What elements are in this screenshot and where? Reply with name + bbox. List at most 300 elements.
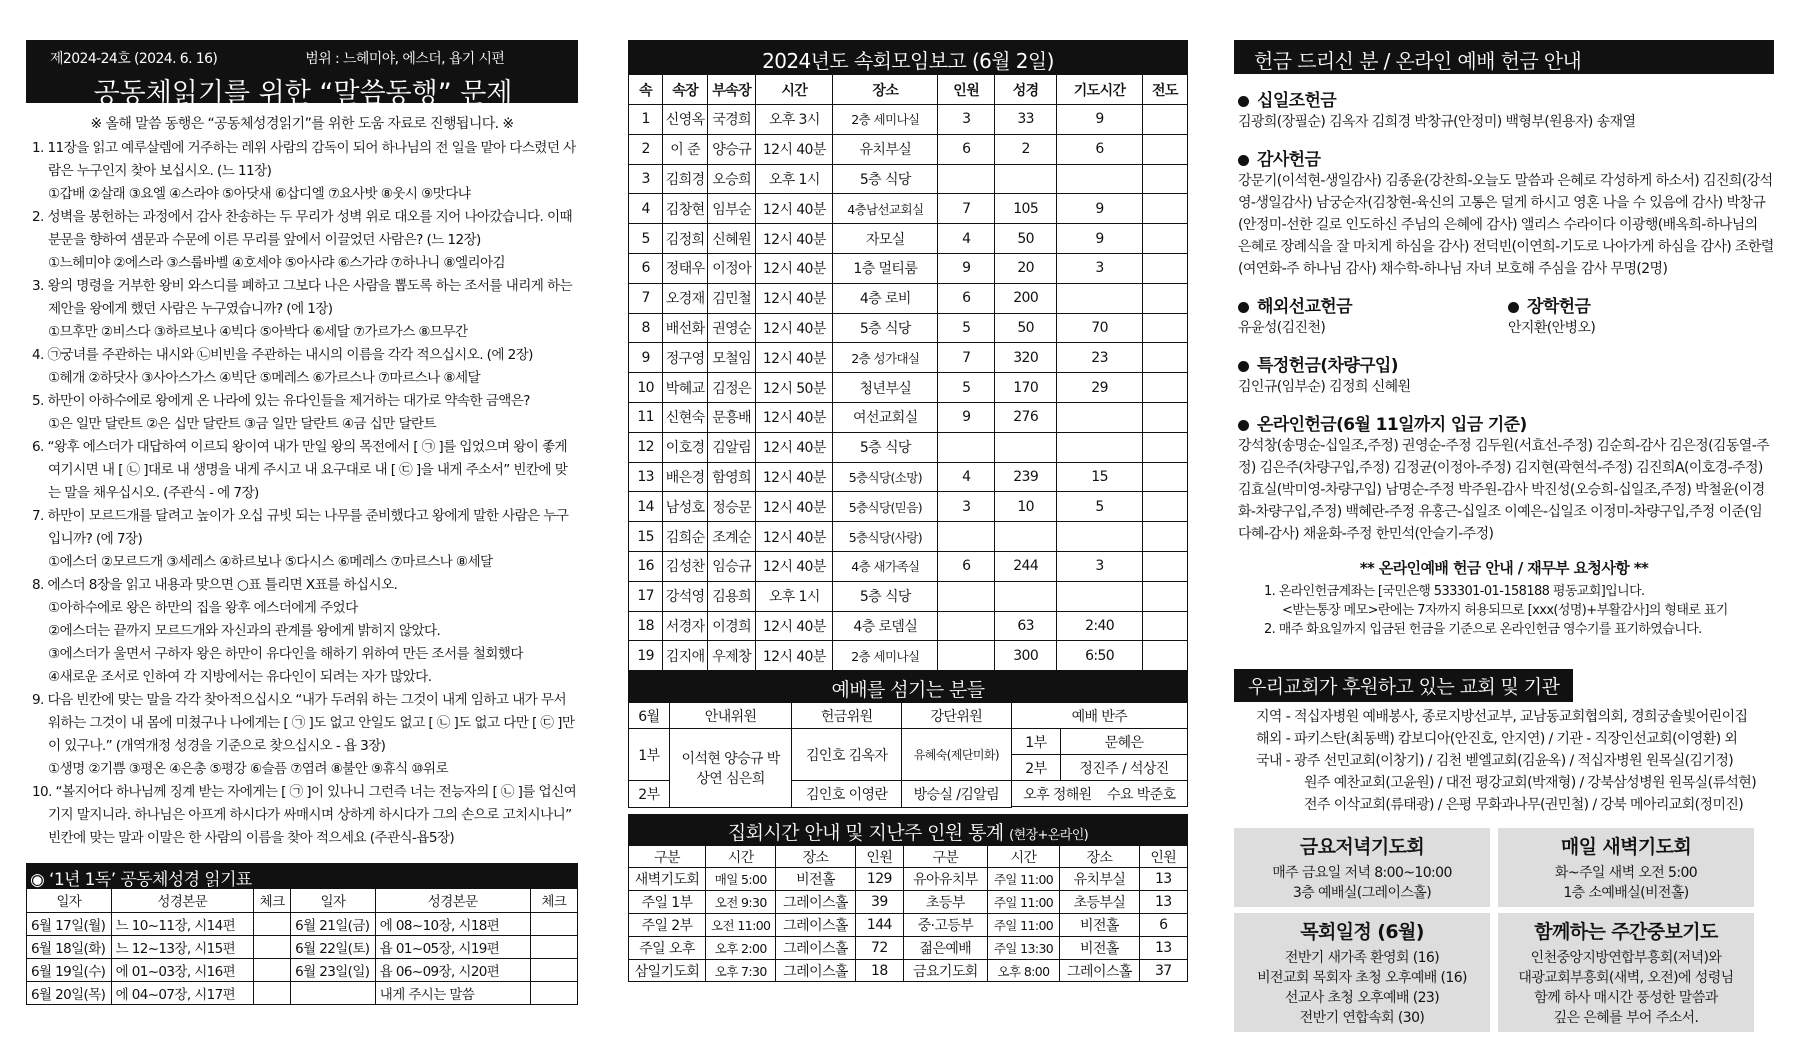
attendance-cell: 7 <box>629 283 663 313</box>
reading-range: 범위 : 느헤미야, 에스더, 욥기 시편 <box>305 51 505 67</box>
attendance-cell: 5층식당(사랑) <box>833 522 938 552</box>
attendance-cell: 13 <box>629 462 663 492</box>
offering-column <box>1234 40 1774 1032</box>
stats-cell: 초등부 <box>904 891 988 914</box>
scholarship-label: 장학헌금 <box>1527 297 1591 317</box>
stats-header: 인원 <box>1139 845 1187 868</box>
table-row <box>629 283 1188 313</box>
plan-cell: 내게 주시는 말씀 <box>375 981 530 1004</box>
stats-cell: 129 <box>855 868 903 891</box>
attendance-cell: 17 <box>629 581 663 611</box>
attendance-cell <box>1142 343 1187 373</box>
box-line: 대광교회부흥회(새벽, 오전)에 성령님 <box>1518 970 1734 986</box>
plan-header: 체크 <box>254 889 291 912</box>
question-stem: 7. 하만이 모르드개를 달려고 높이가 오십 규빗 되는 나무를 준비했다고 왕에게 말한 사람은 누구입니까? (에 7장) <box>32 508 569 547</box>
stats-cell: 주일 1부 <box>629 891 706 914</box>
attendance-title: 2024년도 속회모임보고 (6월 2일) <box>628 40 1188 74</box>
stats-cell: 13 <box>1139 936 1187 959</box>
attendance-cell: 강석영 <box>663 581 708 611</box>
attendance-cell: 신영옥 <box>663 105 708 135</box>
attendance-cell: 국경희 <box>708 105 756 135</box>
thanks-names: 강문기(이석현-생일감사) 김종윤(강찬희-오늘도 말씀과 은혜로 각성하게 하소서) 김진희(강석영-생일감사) 남궁순자(김창현-육신의 고통은 덜게 하시고 영혼 나을 수 있음에 감사) 박창규(안정미-선한 길로 인도하신 주님의 은혜에 감사) 앨리스 수라이다 이광행(배옥희-하나님의 은혜로 장례식을 잘 마치게 하심을 감사) 전덕빈(이연희-기도로 나아가게 하심을 감사) 조한렬(여연화-주 하나님 감사) 채수학-하나님 자녀 보호해 주심을 감사 무명(2명) <box>1238 173 1774 277</box>
attendance-cell <box>1057 283 1143 313</box>
attendance-cell: 170 <box>995 373 1057 403</box>
table-row <box>629 194 1188 224</box>
stats-cell: 유치부실 <box>1060 868 1139 891</box>
attendance-cell <box>1057 164 1143 194</box>
stats-cell: 6 <box>1139 914 1187 937</box>
question-options: ①므후만 ②비스다 ③하르보나 ④빅다 ⑤아박다 ⑥세달 ⑦가르가스 ⑧므무간 <box>48 324 468 340</box>
table-row <box>629 134 1188 164</box>
friday-prayer-lines <box>1238 863 1486 903</box>
stats-cell: 금요기도회 <box>904 959 988 982</box>
attendance-cell: 5 <box>1057 492 1143 522</box>
notice-memo: <받는통장 메모>란에는 7자까지 허용되므로 [xxx(성명)+부활감사]의 형태로 표기 <box>1282 603 1728 618</box>
attendance-cell <box>1142 402 1187 432</box>
attendance-cell: 1 <box>629 105 663 135</box>
attendance-cell <box>938 641 995 671</box>
stats-cell: 그레이스홀 <box>776 891 855 914</box>
attendance-cell: 12시 40분 <box>756 522 833 552</box>
attendance-cell: 김용희 <box>708 581 756 611</box>
table-row <box>629 936 1188 959</box>
attendance-cell: 2:40 <box>1057 611 1143 641</box>
online-label: 온라인헌금(6월 11일까지 입금 기준) <box>1257 415 1527 435</box>
box-line: 전반기 새가족 환영회 (16) <box>1284 950 1440 966</box>
attendance-cell <box>1142 224 1187 254</box>
attendance-cell: 10 <box>995 492 1057 522</box>
plan-cell <box>530 981 577 1004</box>
attendance-cell: 12시 40분 <box>756 343 833 373</box>
attendance-cell: 자모실 <box>833 224 938 254</box>
attendance-cell: 임승규 <box>708 551 756 581</box>
attendance-header: 시간 <box>756 75 833 105</box>
attendance-cell: 9 <box>1057 194 1143 224</box>
table-row <box>629 891 1188 914</box>
offering-1: 김인호 김옥자 <box>792 729 902 781</box>
thanks-heading <box>1234 145 1774 170</box>
attendance-cell: 5층 식당 <box>833 313 938 343</box>
acc-2-label: 2부 <box>1011 755 1060 781</box>
attendance-cell <box>1142 432 1187 462</box>
stats-cell: 주일 11:00 <box>987 868 1060 891</box>
question <box>26 781 578 850</box>
stats-cell: 오전 11:00 <box>706 914 776 937</box>
attendance-cell <box>1142 134 1187 164</box>
attendance-cell: 이정아 <box>708 253 756 283</box>
reading-plan-table <box>26 889 578 1005</box>
mission-label: 해외선교헌금 <box>1257 297 1352 317</box>
acc-1-name: 문혜은 <box>1061 729 1188 755</box>
attendance-cell: 12시 40분 <box>756 253 833 283</box>
acc-3 <box>1011 781 1187 807</box>
attendance-cell: 2층 성가대실 <box>833 343 938 373</box>
attendance-cell: 33 <box>995 105 1057 135</box>
attendance-cell: 12시 40분 <box>756 402 833 432</box>
attendance-cell: 2 <box>995 134 1057 164</box>
attendance-cell: 배선화 <box>663 313 708 343</box>
attendance-cell: 2층 세미나실 <box>833 105 938 135</box>
attendance-cell: 12시 50분 <box>756 373 833 403</box>
special-label: 특정헌금(차량구입) <box>1257 356 1398 376</box>
plan-cell: 6월 21일(금) <box>291 912 376 935</box>
attendance-cell: 김희순 <box>663 522 708 552</box>
acc-2-name: 정진주 / 석상진 <box>1061 755 1188 781</box>
table-row <box>629 253 1188 283</box>
attendance-cell: 김성찬 <box>663 551 708 581</box>
supported-line: 전주 이삭교회(류태광) / 은평 무화과나무(권민철) / 강북 메아리교회(정미진) <box>1304 797 1744 813</box>
box-line: 깊은 은혜를 부어 주소서. <box>1553 1010 1699 1026</box>
table-row <box>629 581 1188 611</box>
attendance-cell <box>1142 522 1187 552</box>
attendance-cell: 239 <box>995 462 1057 492</box>
plan-header: 성경본문 <box>375 889 530 912</box>
plan-cell: 6월 23일(일) <box>291 958 376 981</box>
stats-cell: 오후 2:00 <box>706 936 776 959</box>
stats-cell: 유아유치부 <box>904 868 988 891</box>
question <box>26 137 578 206</box>
plan-header: 일자 <box>291 889 376 912</box>
question <box>26 206 578 275</box>
attendance-cell: 5 <box>629 224 663 254</box>
pastoral-schedule-lines <box>1238 948 1486 1028</box>
bullet-icon <box>1238 420 1249 431</box>
attendance-cell: 함영희 <box>708 462 756 492</box>
attendance-cell <box>1142 611 1187 641</box>
stats-cell: 72 <box>855 936 903 959</box>
attendance-cell: 244 <box>995 551 1057 581</box>
attendance-cell: 12시 40분 <box>756 313 833 343</box>
attendance-cell: 오승희 <box>708 164 756 194</box>
bullet-icon <box>1238 361 1249 372</box>
supported-list <box>1234 706 1774 816</box>
bullet-icon <box>1238 96 1249 107</box>
plan-cell <box>530 935 577 958</box>
attendance-cell: 9 <box>1057 224 1143 254</box>
attendance-cell: 2 <box>629 134 663 164</box>
attendance-cell: 3 <box>629 164 663 194</box>
attendance-cell <box>938 432 995 462</box>
attendance-cell <box>1057 402 1143 432</box>
attendance-cell <box>938 164 995 194</box>
question-stem: 9. 다음 빈칸에 맞는 말을 각각 찾아적으십시오 “내가 두려워 하는 그것이 내게 임하고 내가 무서워하는 그것이 내 몸에 미쳤구나 나에게는 [ ㉠ ]도 없고 안일도 없고 [ ㉡ ]도 없고 다만 [ ㉢ ]만이 있구나.” (개역개정 성경을 기준으로 찾으십시오 - 욥 3장) <box>32 692 575 754</box>
attendance-cell: 신현숙 <box>663 402 708 432</box>
table-row <box>629 492 1188 522</box>
question <box>26 275 578 344</box>
attendance-cell: 3 <box>938 105 995 135</box>
attendance-cell: 5 <box>938 373 995 403</box>
table-row <box>27 981 578 1004</box>
attendance-cell: 권영순 <box>708 313 756 343</box>
attendance-cell: 15 <box>629 522 663 552</box>
attendance-header: 전도 <box>1142 75 1187 105</box>
question-options: ①갑배 ②살래 ③요엘 ④스라야 ⑤아닷새 ⑥삽디엘 ⑦요사밧 ⑧웃시 ⑨맛다냐 <box>48 186 471 202</box>
issue-number: 제2024-24호 (2024. 6. 16) <box>50 51 218 67</box>
attendance-cell: 12시 40분 <box>756 432 833 462</box>
attendance-cell: 12시 40분 <box>756 134 833 164</box>
thanks-label: 감사헌금 <box>1257 150 1321 170</box>
pastoral-schedule-title: 목회일정 (6월) <box>1300 921 1424 943</box>
plan-cell: 느 10~11장, 시14편 <box>111 912 253 935</box>
stats-cell: 18 <box>855 959 903 982</box>
attendance-cell: 조계순 <box>708 522 756 552</box>
worship-servers-table <box>628 702 1188 808</box>
attendance-cell: 정구영 <box>663 343 708 373</box>
attendance-cell: 이경희 <box>708 611 756 641</box>
offering-2: 김인호 이영란 <box>792 781 902 808</box>
attendance-cell: 김정은 <box>708 373 756 403</box>
intercession-lines <box>1502 948 1750 1028</box>
stats-cell: 그레이스홀 <box>776 959 855 982</box>
attendance-cell <box>938 611 995 641</box>
question-stem: 10. “볼지어다 하나님께 징계 받는 자에게는 [ ㉠ ]이 있나니 그런즉 너는 전능자의 [ ㉡ ]를 업신여기지 말지니라. 하나님은 아프게 하시다가 싸매시며 상하게 하시다가 그의 손으로 고치시나니” 빈칸에 맞는 말과 이말은 한 사람의 이름을 찾아 적으세요 (주관식-욥5장) <box>32 784 577 846</box>
box-line: 비전교회 목회자 초청 오후예배 (16) <box>1257 970 1467 986</box>
table-row <box>629 868 1188 891</box>
worship-head-month: 6월 <box>629 703 670 729</box>
attendance-cell <box>938 581 995 611</box>
attendance-cell: 11 <box>629 402 663 432</box>
stats-cell: 오후 8:00 <box>987 959 1060 982</box>
attendance-cell: 김지애 <box>663 641 708 671</box>
stats-cell: 비전홀 <box>1060 914 1139 937</box>
scholarship-heading <box>1504 292 1774 317</box>
question-stem: 5. 하만이 아하수에로 왕에게 온 나라에 있는 유다인들을 제거하는 대가로 약속한 금액은? <box>32 393 530 409</box>
quiz-title: 공동체읽기를 위한 “말씀동행” 문제 <box>93 78 513 109</box>
attendance-cell: 5층식당(믿음) <box>833 492 938 522</box>
plan-cell: 에 08~10장, 시18편 <box>375 912 530 935</box>
table-row <box>629 914 1188 937</box>
table-row <box>27 912 578 935</box>
attendance-cell: 320 <box>995 343 1057 373</box>
supported-line: 지역 - 적십자병원 예배봉사, 종로지방선교부, 교남동교회협의회, 경희궁솔빛어린이집 <box>1256 709 1748 725</box>
plan-cell <box>254 981 291 1004</box>
attendance-table <box>628 74 1188 671</box>
attendance-cell: 19 <box>629 641 663 671</box>
bible-quiz-column <box>26 40 578 1005</box>
attendance-cell: 9 <box>629 343 663 373</box>
mission-heading <box>1234 292 1504 317</box>
attendance-cell: 12시 40분 <box>756 194 833 224</box>
supported-line: 해외 - 파키스탄(최동백) 캄보디아(안진호, 안지연) / 기관 - 직장인선교회(이영환) 외 <box>1256 731 1738 747</box>
question-list <box>26 137 578 850</box>
question-statement: ④새로운 조서로 인하여 각 지방에서는 유다인이 되려는 자가 많았다. <box>48 669 432 685</box>
stats-cell: 주일 2부 <box>629 914 706 937</box>
question <box>26 390 578 436</box>
tithe-label: 십일조헌금 <box>1257 91 1337 111</box>
supported-line: 국내 - 광주 선민교회(이창기) / 김천 벧엘교회(김윤옥) / 적십자병원 원목실(김기정) <box>1256 753 1734 769</box>
attendance-cell: 12시 40분 <box>756 492 833 522</box>
plan-cell: 6월 19일(수) <box>27 958 112 981</box>
attendance-cell <box>995 581 1057 611</box>
bullet-icon <box>1238 302 1249 313</box>
attendance-cell <box>995 432 1057 462</box>
attendance-cell <box>1142 492 1187 522</box>
stats-cell: 그레이스홀 <box>1060 959 1139 982</box>
mission-names: 유윤성(김진천) <box>1238 320 1326 336</box>
worship-head-accompany: 예배 반주 <box>1011 703 1187 729</box>
attendance-cell: 청년부실 <box>833 373 938 403</box>
attendance-cell: 서경자 <box>663 611 708 641</box>
question-stem: 1. 11장을 읽고 예루살렘에 거주하는 레위 사람의 감독이 되어 하나님의 전 일을 맡아 다스렸던 사람은 누구인지 찾아 보십시오. (느 11장) <box>32 140 576 179</box>
table-row <box>629 522 1188 552</box>
plan-cell <box>254 912 291 935</box>
attendance-cell: 14 <box>629 492 663 522</box>
schedule-boxes <box>1234 828 1774 1032</box>
attendance-cell: 9 <box>938 253 995 283</box>
stats-cell: 144 <box>855 914 903 937</box>
friday-prayer-title: 금요저녁기도회 <box>1299 836 1425 858</box>
stats-cell: 매일 5:00 <box>706 868 776 891</box>
attendance-cell: 우제창 <box>708 641 756 671</box>
plan-cell <box>291 981 376 1004</box>
attendance-cell: 6:50 <box>1057 641 1143 671</box>
question <box>26 344 578 390</box>
attendance-cell: 김희경 <box>663 164 708 194</box>
stats-header: 장소 <box>776 845 855 868</box>
stats-cell: 37 <box>1139 959 1187 982</box>
intercession-title: 함께하는 주간중보기도 <box>1534 921 1718 943</box>
attendance-cell: 300 <box>995 641 1057 671</box>
question-options: ①느헤미야 ②에스라 ③스룹바벨 ④호세야 ⑤아사랴 ⑥스가랴 ⑦하나니 ⑧엘리아김 <box>48 255 506 271</box>
pulpit-1: 유혜숙(제단미화) <box>902 729 1012 781</box>
attendance-cell <box>1142 253 1187 283</box>
stats-cell: 비전홀 <box>776 868 855 891</box>
intercession-box <box>1498 913 1754 1032</box>
attendance-cell <box>1142 641 1187 671</box>
stats-cell: 그레이스홀 <box>776 936 855 959</box>
attendance-cell <box>1142 581 1187 611</box>
attendance-cell: 50 <box>995 224 1057 254</box>
attendance-cell: 정태우 <box>663 253 708 283</box>
attendance-cell: 12시 40분 <box>756 551 833 581</box>
stats-cell: 중·고등부 <box>904 914 988 937</box>
attendance-cell: 이 준 <box>663 134 708 164</box>
plan-cell: 6월 20일(목) <box>27 981 112 1004</box>
attendance-cell: 5층 식당 <box>833 164 938 194</box>
attendance-cell: 5층 식당 <box>833 581 938 611</box>
attendance-cell: 6 <box>629 253 663 283</box>
table-row <box>629 462 1188 492</box>
table-row <box>629 164 1188 194</box>
attendance-cell <box>1142 164 1187 194</box>
attendance-cell: 23 <box>1057 343 1143 373</box>
plan-cell <box>254 958 291 981</box>
stats-title-text: 집회시간 안내 및 지난주 인원 통계 <box>727 821 1004 844</box>
table-row <box>629 224 1188 254</box>
bullet-icon <box>1238 155 1249 166</box>
plan-cell: 욥 01~05장, 시19편 <box>375 935 530 958</box>
attendance-cell: 1층 멀티룸 <box>833 253 938 283</box>
stats-cell: 주일 11:00 <box>987 891 1060 914</box>
question <box>26 505 578 574</box>
attendance-header: 부속장 <box>708 75 756 105</box>
acc-3-afternoon: 오후 정해원 <box>1023 786 1092 803</box>
attendance-cell: 5층식당(소망) <box>833 462 938 492</box>
online-notice <box>1234 582 1774 639</box>
attendance-cell: 4층 로비 <box>833 283 938 313</box>
box-line: 매주 금요일 저녁 8:00~10:00 <box>1272 865 1452 881</box>
attendance-cell <box>1057 581 1143 611</box>
attendance-cell: 김창현 <box>663 194 708 224</box>
attendance-cell: 여선교회실 <box>833 402 938 432</box>
attendance-cell: 4층남선교회실 <box>833 194 938 224</box>
attendance-cell <box>1142 551 1187 581</box>
question-statement: ②에스더는 끝까지 모르드개와 자신과의 관계를 왕에게 밝히지 않았다. <box>48 623 441 639</box>
attendance-cell: 12시 40분 <box>756 224 833 254</box>
stats-header: 시간 <box>706 845 776 868</box>
attendance-cell: 5층 식당 <box>833 432 938 462</box>
worship-head-guide: 안내위원 <box>669 703 792 729</box>
attendance-cell <box>1057 522 1143 552</box>
attendance-cell: 200 <box>995 283 1057 313</box>
acc-1-label: 1부 <box>1011 729 1060 755</box>
stats-header: 시간 <box>987 845 1060 868</box>
attendance-cell: 오후 1시 <box>756 164 833 194</box>
box-line: 인천중앙지방연합부흥회(저녁)와 <box>1530 950 1722 966</box>
question-stem: 3. 왕의 명령을 거부한 왕비 와스디를 폐하고 그보다 나은 사람을 뽑도록 하는 조서를 내리게 하는 제안을 왕에게 했던 사람은 누구였습니까? (에 1장) <box>32 278 573 317</box>
tithe-names: 김광희(장필순) 김옥자 김희경 박창규(안정미) 백형부(원용자) 송재열 <box>1238 114 1636 130</box>
attendance-cell: 12시 40분 <box>756 462 833 492</box>
box-line: 함께 하사 매시간 풍성한 말씀과 <box>1534 990 1718 1006</box>
attendance-cell: 박혜교 <box>663 373 708 403</box>
stats-header: 장소 <box>1060 845 1139 868</box>
attendance-cell <box>1057 432 1143 462</box>
friday-prayer-box <box>1234 828 1490 907</box>
attendance-cell: 20 <box>995 253 1057 283</box>
online-notice-title: ** 온라인예배 헌금 안내 / 재무부 요청사항 ** <box>1359 559 1649 577</box>
attendance-cell: 12시 40분 <box>756 611 833 641</box>
attendance-cell <box>1142 105 1187 135</box>
attendance-header: 속 <box>629 75 663 105</box>
quiz-intro: ※ 올해 말씀 동행은 “공동체성경읽기”를 위한 도움 자료로 진행됩니다. ※ <box>90 116 514 132</box>
attendance-cell: 10 <box>629 373 663 403</box>
attendance-cell: 12 <box>629 432 663 462</box>
attendance-cell <box>1142 462 1187 492</box>
table-row <box>629 611 1188 641</box>
special-names: 김인규(임부순) 김정희 신혜원 <box>1238 379 1411 395</box>
pastoral-schedule-box <box>1234 913 1490 1032</box>
stats-cell: 39 <box>855 891 903 914</box>
box-line: 화~주일 새벽 오전 5:00 <box>1554 865 1698 881</box>
attendance-header: 성경 <box>995 75 1057 105</box>
attendance-cell: 배은경 <box>663 462 708 492</box>
question-stem: 4. ㉠궁녀를 주관하는 내시와 ㉡비빈을 주관하는 내시의 이름을 각각 적으십시오. (에 2장) <box>32 347 533 363</box>
attendance-cell: 3 <box>1057 551 1143 581</box>
attendance-cell: 8 <box>629 313 663 343</box>
plan-header: 성경본문 <box>111 889 253 912</box>
stats-cell: 오후 7:30 <box>706 959 776 982</box>
dawn-prayer-box <box>1498 828 1754 907</box>
attendance-cell: 4층 로뎀실 <box>833 611 938 641</box>
box-line: 선교사 초청 오후예배 (23) <box>1284 990 1440 1006</box>
table-row <box>629 105 1188 135</box>
scholarship-names: 안지환(안병오) <box>1508 320 1596 336</box>
attendance-cell: 김민철 <box>708 283 756 313</box>
question-options: ①에스더 ②모르드개 ③세레스 ④하르보나 ⑤다시스 ⑥메레스 ⑦마르스나 ⑧세달 <box>48 554 493 570</box>
attendance-cell: 50 <box>995 313 1057 343</box>
plan-cell <box>530 958 577 981</box>
attendance-cell: 4 <box>938 224 995 254</box>
attendance-header: 장소 <box>833 75 938 105</box>
tithe-heading <box>1234 86 1774 111</box>
box-line: 3층 예배실(그레이스홀) <box>1292 885 1432 901</box>
plan-cell <box>254 935 291 958</box>
attendance-cell: 7 <box>938 194 995 224</box>
attendance-cell: 2층 세미나실 <box>833 641 938 671</box>
plan-cell: 6월 17일(월) <box>27 912 112 935</box>
attendance-cell: 3 <box>938 492 995 522</box>
table-row <box>629 551 1188 581</box>
